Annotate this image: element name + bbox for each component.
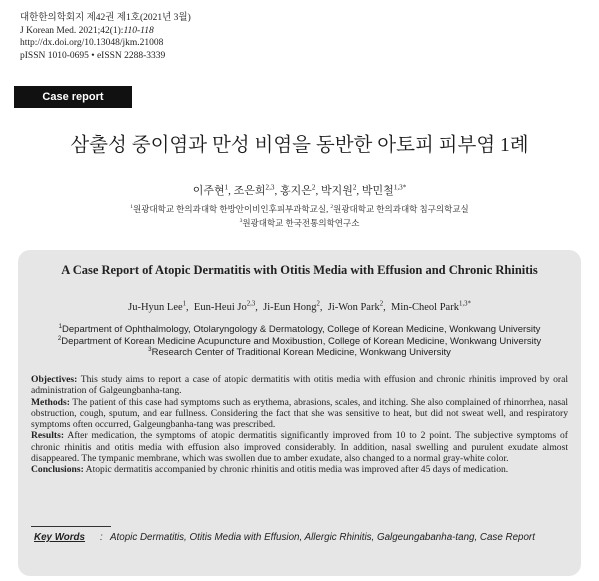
keywords — [34, 531, 554, 545]
author-ko: 박지원$^2$ — [320, 183, 357, 197]
author-en: Min-Cheol Park$^{1,3*}$ — [391, 300, 471, 313]
author-ko: 조은희$^{2,3}$ — [233, 183, 275, 197]
affiliation-ko: 원광대학교 한의과대학 침구의학교실 — [333, 204, 469, 214]
abstract-conclusions: Conclusions: Atopic dermatitis accompanied by chronic rhinitis and otitis media was improved after 45 days of medication. — [31, 464, 509, 475]
keywords-colon: : — [100, 532, 103, 543]
authors-english: Ju-Hyun Lee$^1$, Eun-Heui Jo$^{2,3}$, Ji-Eun Hong$^2$, Ji-Won Park$^2$, Min-Cheol Park$^{1,3*}$ — [128, 300, 471, 313]
author-en: Ji-Eun Hong$^2$ — [263, 300, 320, 313]
journal-issue: 대한한의학회지 제42권 제1호(2021년 3월) — [20, 13, 191, 23]
keywords-label: Key Words — [34, 532, 85, 543]
author-ko: 이주현$^1$ — [192, 183, 229, 197]
abstract-panel — [18, 250, 581, 576]
author-en: Eun-Heui Jo$^{2,3}$ — [193, 300, 256, 313]
affiliation-ko: 원광대학교 한국전통의학연구소 — [242, 218, 360, 228]
title-korean: 삼출성 중이염과 만성 비염을 동반한 아토피 피부염 1례 — [70, 135, 529, 156]
doi-link[interactable]: http://dx.doi.org/10.13048/jkm.21008 — [20, 38, 164, 48]
affiliation-en: $^1$Department of Ophthalmology, Otolaryngology & Dermatology, College of Korean Medicine, Wonkwang University — [58, 322, 541, 335]
author-ko: 박민철$^{1,3*}$ — [361, 183, 407, 197]
abstract-body — [31, 374, 568, 475]
abstract-methods: Methods: The patient of this case had symptoms such as erythema, abrasions, scales, and itching. She also complained of rhinorrhea, nasal obstruction, cough, sputum, and ear fullness. Considering the fact that she was sensitive to heat, but did not sweat well, and respiratory symptoms often occurred, Galgeungbanha-tang was prescribed. — [31, 396, 568, 430]
author-en: Ji-Won Park$^2$ — [327, 300, 384, 313]
keywords-divider — [31, 526, 111, 527]
journal-meta — [20, 12, 191, 62]
author-en: Ju-Hyun Lee$^1$ — [128, 300, 187, 313]
authors-korean: 이주현$^1$, 조은희$^{2,3}$, 홍지은$^2$, 박지원$^2$, 박민철$^{1,3*}$ — [192, 183, 407, 197]
abstract-results: Results: After medication, the symptoms of atopic dermatitis significantly improved from 10 to 2 point. The subjective symptoms of chronic rhinitis and otitis media with effusion also improved considerably. In addition, nasal swelling and purulent exudate almost disappeared. The tympanic membrane, which was swollen due to amber exudate, also changed to a normal gray-white color. — [31, 430, 568, 464]
affiliation-ko: 원광대학교 한의과대학 한방안이비인후피부과학교실, — [133, 204, 331, 214]
affiliations-english — [18, 324, 581, 359]
author-ko: 홍지은$^2$ — [279, 183, 316, 197]
case-report-tag: Case report — [14, 86, 132, 108]
title-english: A Case Report of Atopic Dermatitis with Otitis Media with Effusion and Chronic Rhinitis — [61, 263, 538, 277]
keywords-list: Atopic Dermatitis, Otitis Media with Effusion, Allergic Rhinitis, Galgeungabanha-tang, Case Report — [110, 532, 535, 543]
issn: pISSN 1010-0695 • eISSN 2288-3339 — [20, 50, 166, 61]
abstract-objectives: Objectives: This study aims to report a case of atopic dermatitis with otitis media with effusion and chronic rhinitis improved by oral administration of Galgeungbanha-tang. — [31, 374, 568, 397]
affiliation-en: $^2$Department of Korean Medicine Acupuncture and Moxibustion, College of Korean Medicine, Wonkwang University — [57, 334, 542, 347]
journal-pages: 110-118 — [123, 25, 154, 36]
affiliation-en: $^3$Research Center of Traditional Korean Medicine, Wonkwang University — [148, 346, 451, 359]
affiliations-korean: $^1$원광대학교 한의과대학 한방안이비인후피부과학교실, $^2$원광대학교 한의과대학 침구의학교실 $^3$원광대학교 한국전통의학연구소 — [130, 204, 469, 228]
journal-citation: J Korean Med. 2021;42(1):110-118 — [20, 25, 154, 36]
